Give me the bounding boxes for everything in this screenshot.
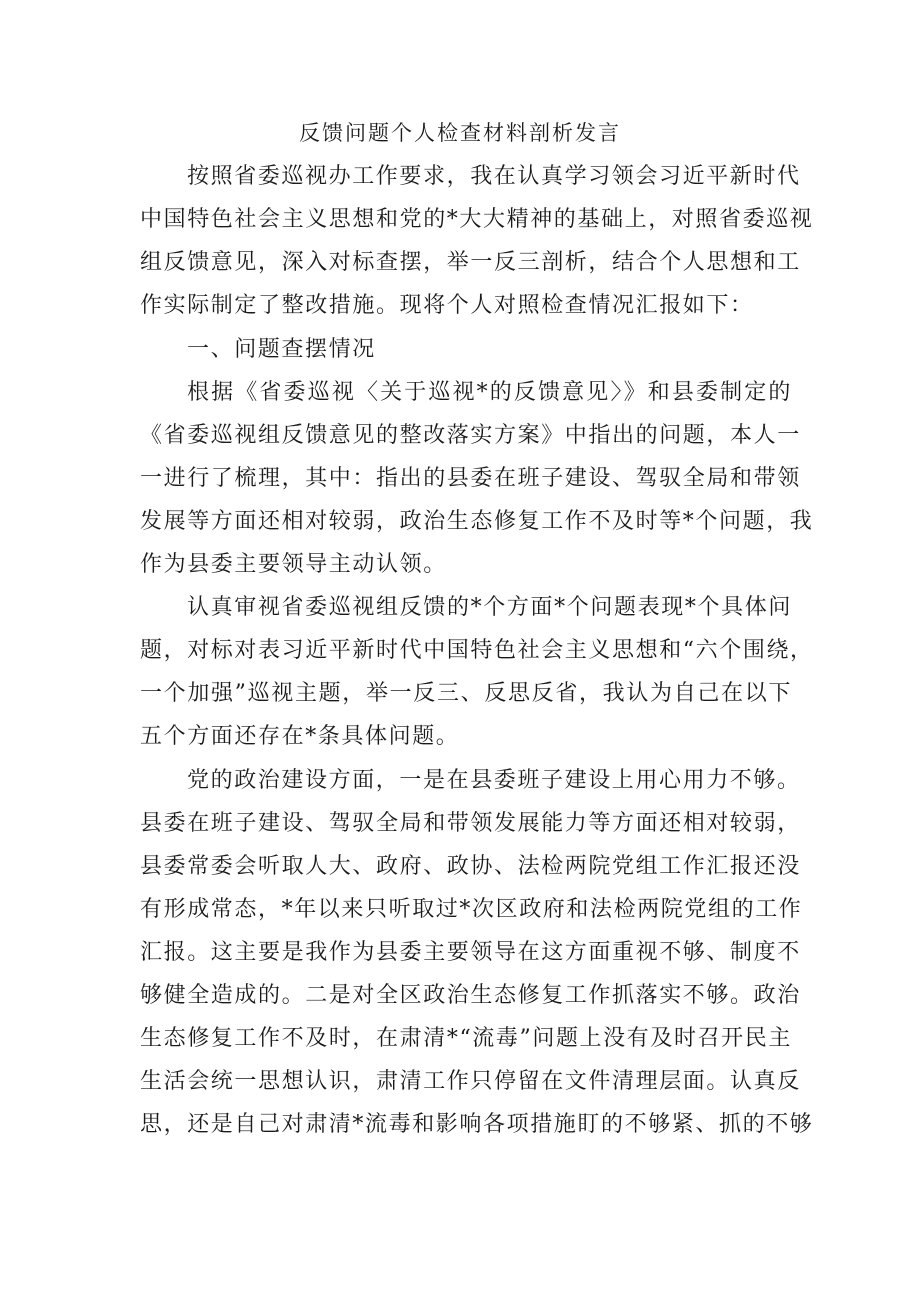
paragraph-4-line-7: 生态修复工作不及时，在肃清*“流毒”问题上没有及时召开民主 [140, 1026, 792, 1051]
paragraph-4-line-5: 汇报。这主要是我作为县委主要领导在这方面重视不够、制度不 [140, 940, 801, 965]
paragraph-1-line-1: 按照省委巡视办工作要求，我在认真学习领会习近平新时代 [187, 164, 801, 189]
paragraph-4-line-2: 县委在班子建设、驾驭全局和带领发展能力等方面还相对较弱， [140, 811, 801, 836]
paragraph-3-line-2: 题，对标对表习近平新时代中国特色社会主义思想和“六个围绕， [140, 638, 814, 663]
paragraph-2-line-3: 一进行了梳理，其中：指出的县委在班子建设、驾驭全局和带领 [140, 466, 801, 491]
paragraph-2-line-4: 发展等方面还相对较弱，政治生态修复工作不及时等*个问题，我 [140, 509, 814, 534]
paragraph-4-line-3: 县委常委会听取人大、政府、政协、法检两院党组工作汇报还没 [140, 854, 801, 879]
paragraph-1-line-4: 作实际制定了整改措施。现将个人对照检查情况汇报如下： [140, 293, 754, 318]
paragraph-4-line-8: 生活会统一思想认识，肃清工作只停留在文件清理层面。认真反 [140, 1069, 801, 1094]
paragraph-2-line-5: 作为县委主要领导主动认领。 [140, 552, 447, 577]
paragraph-1-line-2: 中国特色社会主义思想和党的*大大精神的基础上，对照省委巡视 [140, 207, 814, 232]
paragraph-2-line-1: 根据《省委巡视〈关于巡视*的反馈意见〉》和县委制定的 [187, 380, 792, 405]
paragraph-4-line-4: 有形成常态，*年以来只听取过*次区政府和法检两院党组的工作 [140, 897, 803, 922]
section-heading: 一、问题查摆情况 [187, 337, 376, 362]
paragraph-1-line-3: 组反馈意见，深入对标查摆，举一反三剖析，结合个人思想和工 [140, 250, 801, 275]
paragraph-2-line-2: 《省委巡视组反馈意见的整改落实方案》中指出的问题，本人一 [140, 423, 801, 448]
paragraph-3-line-3: 一个加强”巡视主题，举一反三、反思反省，我认为自己在以下 [140, 681, 792, 706]
paragraph-3-line-4: 五个方面还存在*条具体问题。 [140, 724, 460, 749]
paragraph-3-line-1: 认真审视省委巡视组反馈的*个方面*个问题表现*个具体问 [187, 595, 792, 620]
paragraph-4-line-9: 思，还是自己对肃清*流毒和影响各项措施盯的不够紧、抓的不够 [140, 1112, 814, 1137]
document-title: 反馈问题个人检查材料剖析发言 [299, 121, 621, 145]
paragraph-4-line-1: 党的政治建设方面，一是在县委班子建设上用心用力不够。 [187, 768, 801, 793]
paragraph-4-line-6: 够健全造成的。二是对全区政治生态修复工作抓落实不够。政治 [140, 983, 801, 1008]
